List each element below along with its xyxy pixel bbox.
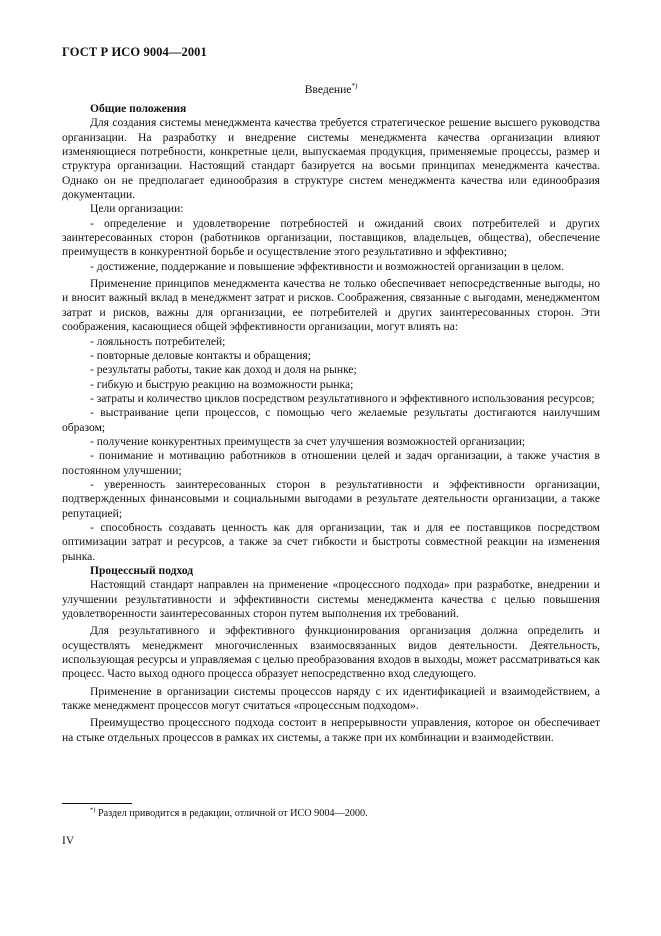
paragraph: Для создания системы менеджмента качества требуется стратегическое решение высшего руководства организации. На разработку и внедрение системы менеджмента качества организации влияют изменяющиеся потребности, конкретные цели, выпускаемая продукция, применяемые процессы, размер и структура организации. Настоящий стандарт базируется на восьми принципах менеджмента качества. Однако он не предполагает единообразия в структуре систем менеджмента качества или единообразия документации.	[62, 117, 600, 202]
list-item: - повторные деловые контакты и обращения;	[90, 349, 311, 362]
paragraph: Применение принципов менеджмента качества не только обеспечивает непосредственные выгоды, но и вносит важный вклад в менеджмент затрат и рисков. Соображения, связанные с выгодами, менеджментом затрат и рисков, важны для организации, ее потребителей и других заинтересованных сторон. Эти соображения, касающиеся общей эффективности организации, могут влиять на:	[62, 278, 600, 334]
intro-title-text: Введение	[304, 83, 352, 96]
list-item: - гибкую и быструю реакцию на возможности рынка;	[90, 378, 354, 391]
paragraph: Преимущество процессного подхода состоит в непрерывности управления, которое он обеспечивает на стыке отдельных процессов в рамках их системы, а также при их комбинации и взаимодействии.	[62, 717, 600, 744]
list-item: - определение и удовлетворение потребностей и ожиданий своих потребителей и других заинтересованных сторон (работников организации, поставщиков, владельцев, общества), обеспечение преимуществ в конкурентной борьбе и осуществление этого результативно и эффективно;	[62, 217, 600, 259]
section-heading-process: Процессный подход	[90, 565, 194, 577]
list-item: - лояльность потребителей;	[90, 335, 226, 348]
section-heading-general: Общие положения	[90, 103, 187, 115]
footnote-text: Раздел приводится в редакции, отличной от ИСО 9004—2000.	[95, 808, 368, 819]
document-body	[62, 102, 600, 745]
footnote	[62, 808, 600, 819]
list-item: - способность создавать ценность как для организации, так и для ее поставщиков посредством оптимизации затрат и ресурсов, а также за счет гибкости и быстроты совместной реакции на изменения рынка.	[62, 521, 600, 563]
list-item: - выстраивание цепи процессов, с помощью чего желаемые результаты достигаются наилучшим образом;	[62, 407, 600, 434]
footnote-mark: *)	[90, 806, 96, 814]
paragraph: Настоящий стандарт направлен на применение «процессного подхода» при разработке, внедрении и улучшении результативности и эффективности системы менеджмента качества с целью повышения удовлетворенности заинтересованных сторон путем выполнения их требований.	[62, 579, 600, 621]
paragraph: Цели организации:	[90, 203, 184, 216]
intro-title	[62, 83, 600, 96]
list-item: - результаты работы, такие как доход и доля на рынке;	[90, 364, 357, 377]
list-item: - затраты и количество циклов посредством результативного и эффективного использования ресурсов;	[90, 392, 595, 405]
list-item: - уверенность заинтересованных сторон в результативности и эффективности организации, подтвержденных финансовыми и социальными выгодами в результате деятельности организации, а также репутацией;	[62, 478, 600, 520]
list-item: - достижение, поддержание и повышение эффективности и возможностей организации в целом.	[90, 260, 565, 273]
intro-footnote-mark: *)	[351, 82, 358, 91]
page-number: IV	[62, 835, 75, 847]
paragraph: Для результативного и эффективного функционирования организация должна определить и осуществлять менеджмент многочисленных взаимосвязанных видов деятельности. Деятельность, использующая ресурсы и управляемая с целью преобразования входов в выходы, может рассматриваться как процесс. Часто выход одного процесса образует непосредственно вход следующего.	[62, 625, 600, 681]
paragraph: Применение в организации системы процессов наряду с их идентификацией и взаимодействием, а также менеджмент процессов могут считаться «процессным подходом».	[62, 685, 600, 713]
standard-header: ГОСТ Р ИСО 9004—2001	[62, 45, 207, 59]
footnote-divider	[62, 803, 132, 804]
list-item: - понимание и мотивацию работников в отношении целей и задач организации, а также участия в постоянном улучшении;	[62, 450, 600, 477]
list-item: - получение конкурентных преимуществ за счет улучшения возможностей организации;	[90, 435, 526, 448]
